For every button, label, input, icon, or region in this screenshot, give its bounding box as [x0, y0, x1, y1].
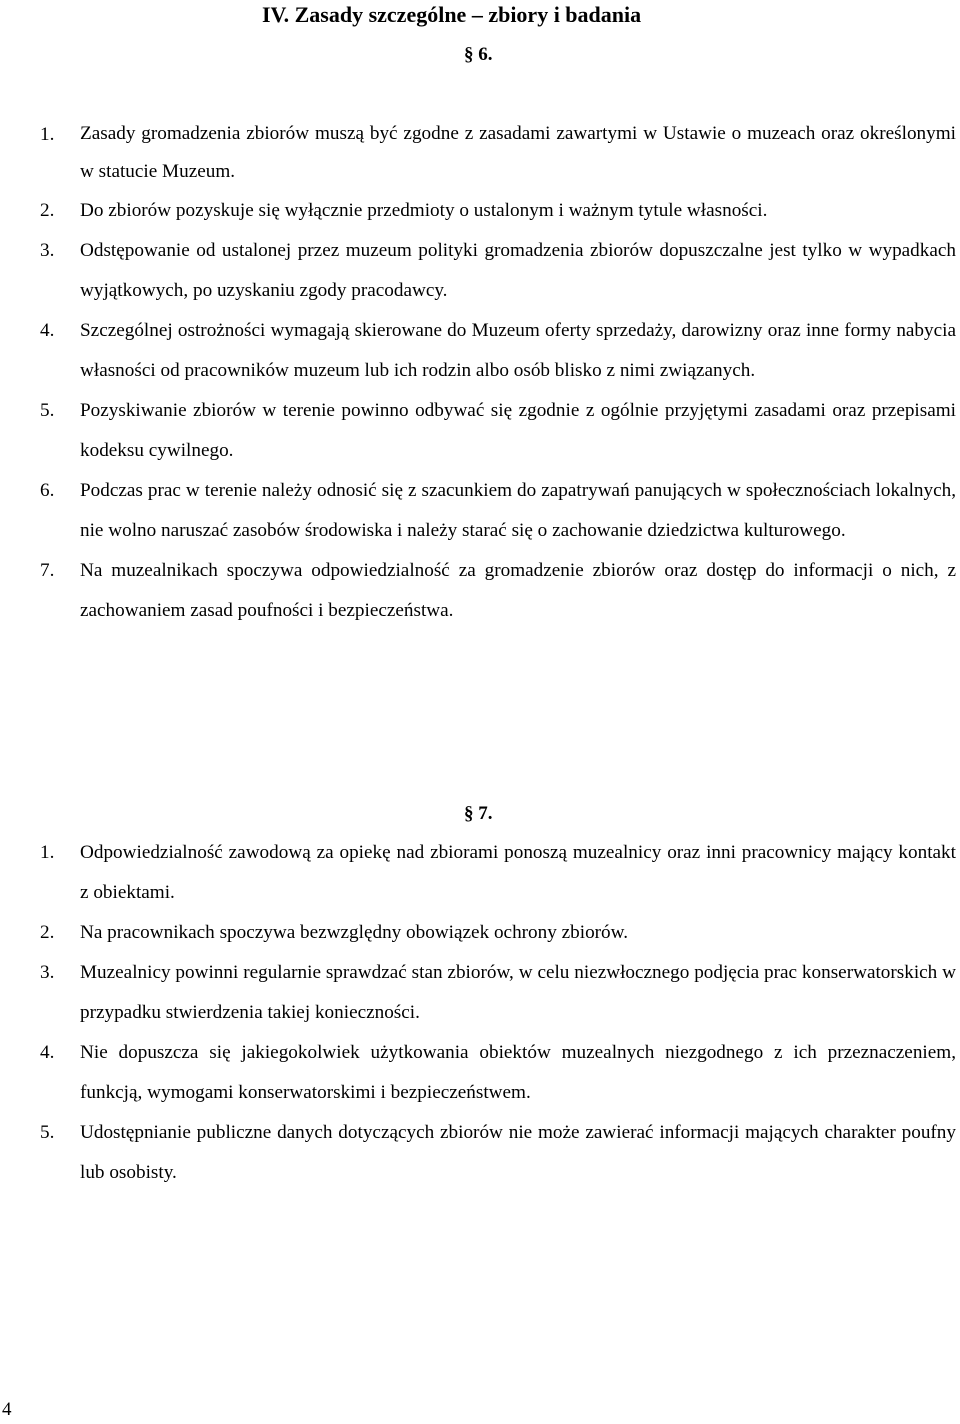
- page-title: IV. Zasady szczególne – zbiory i badania: [262, 2, 642, 27]
- item-text: Muzealnicy powinni regularnie sprawdzać stan zbiorów, w celu niezwłocznego podjęcia prac konserwatorskich w przypadku stwierdzenia takiej konieczności.: [80, 962, 956, 1023]
- item-text: Szczególnej ostrożności wymagają skierowane do Muzeum oferty sprzedaży, darowizny oraz inne formy nabycia własności od pracowników muzeum lub ich rodzin albo osób blisko z nimi związanych.: [80, 320, 956, 381]
- item-number: 7.: [40, 560, 55, 581]
- item-text: Na pracownikach spoczywa bezwzględny obowiązek ochrony zbiorów.: [80, 922, 629, 943]
- item-number: 1.: [40, 842, 55, 863]
- item-number: 3.: [40, 240, 55, 261]
- list-item: [0, 191, 956, 231]
- section-heading-6: § 6.: [464, 44, 493, 65]
- section-heading-7: § 7.: [464, 803, 493, 824]
- page-number: 4: [2, 1399, 12, 1420]
- item-text: Podczas prac w terenie należy odnosić się z szacunkiem do zapatrywań panujących w społecznościach lokalnych, nie wolno naruszać zasobów środowiska i należy starać się o zachowanie dziedzictwa kulturowego.: [80, 480, 956, 541]
- list-item: [0, 551, 956, 631]
- item-number: 2.: [40, 200, 55, 221]
- section-6-list: [0, 115, 960, 631]
- list-item: [0, 953, 956, 1033]
- item-number: 2.: [40, 922, 55, 943]
- item-number: 5.: [40, 400, 55, 421]
- section-7-list: [0, 833, 960, 1193]
- item-text: Odpowiedzialność zawodową za opiekę nad zbiorami ponoszą muzealnicy oraz inni pracownicy mający kontakt z obiektami.: [80, 842, 956, 903]
- item-text: Zasady gromadzenia zbiorów muszą być zgodne z zasadami zawartymi w Ustawie o muzeach oraz określonymi w statucie Muzeum.: [80, 123, 956, 182]
- item-text: Udostępnianie publiczne danych dotyczących zbiorów nie może zawierać informacji mających charakter poufny lub osobisty.: [80, 1122, 956, 1183]
- item-number: 4.: [40, 320, 55, 341]
- item-number: 4.: [40, 1042, 55, 1063]
- list-item: [0, 913, 956, 953]
- item-text: Pozyskiwanie zbiorów w terenie powinno odbywać się zgodnie z ogólnie przyjętymi zasadami oraz przepisami kodeksu cywilnego.: [80, 400, 956, 461]
- item-text: Nie dopuszcza się jakiegokolwiek użytkowania obiektów muzealnych niezgodnego z ich przeznaczeniem, funkcją, wymogami konserwatorskimi i bezpieczeństwem.: [80, 1042, 956, 1103]
- item-text: Odstępowanie od ustalonej przez muzeum polityki gromadzenia zbiorów dopuszczalne jest tylko w wypadkach wyjątkowych, po uzyskaniu zgody pracodawcy.: [80, 240, 956, 301]
- list-item: [0, 311, 956, 391]
- list-item: [0, 1033, 956, 1113]
- item-number: 5.: [40, 1122, 55, 1143]
- list-item: [0, 231, 956, 311]
- list-item: [0, 1113, 956, 1193]
- item-text: Na muzealnikach spoczywa odpowiedzialność za gromadzenie zbiorów oraz dostęp do informacji o nich, z zachowaniem zasad poufności i bezpieczeństwa.: [80, 560, 956, 621]
- list-item: [0, 115, 956, 191]
- list-item: [0, 833, 956, 913]
- item-number: 3.: [40, 962, 55, 983]
- list-item: [0, 471, 956, 551]
- list-item: [0, 391, 956, 471]
- item-number: 1.: [40, 124, 55, 145]
- item-number: 6.: [40, 480, 55, 501]
- item-text: Do zbiorów pozyskuje się wyłącznie przedmioty o ustalonym i ważnym tytule własności.: [80, 200, 768, 221]
